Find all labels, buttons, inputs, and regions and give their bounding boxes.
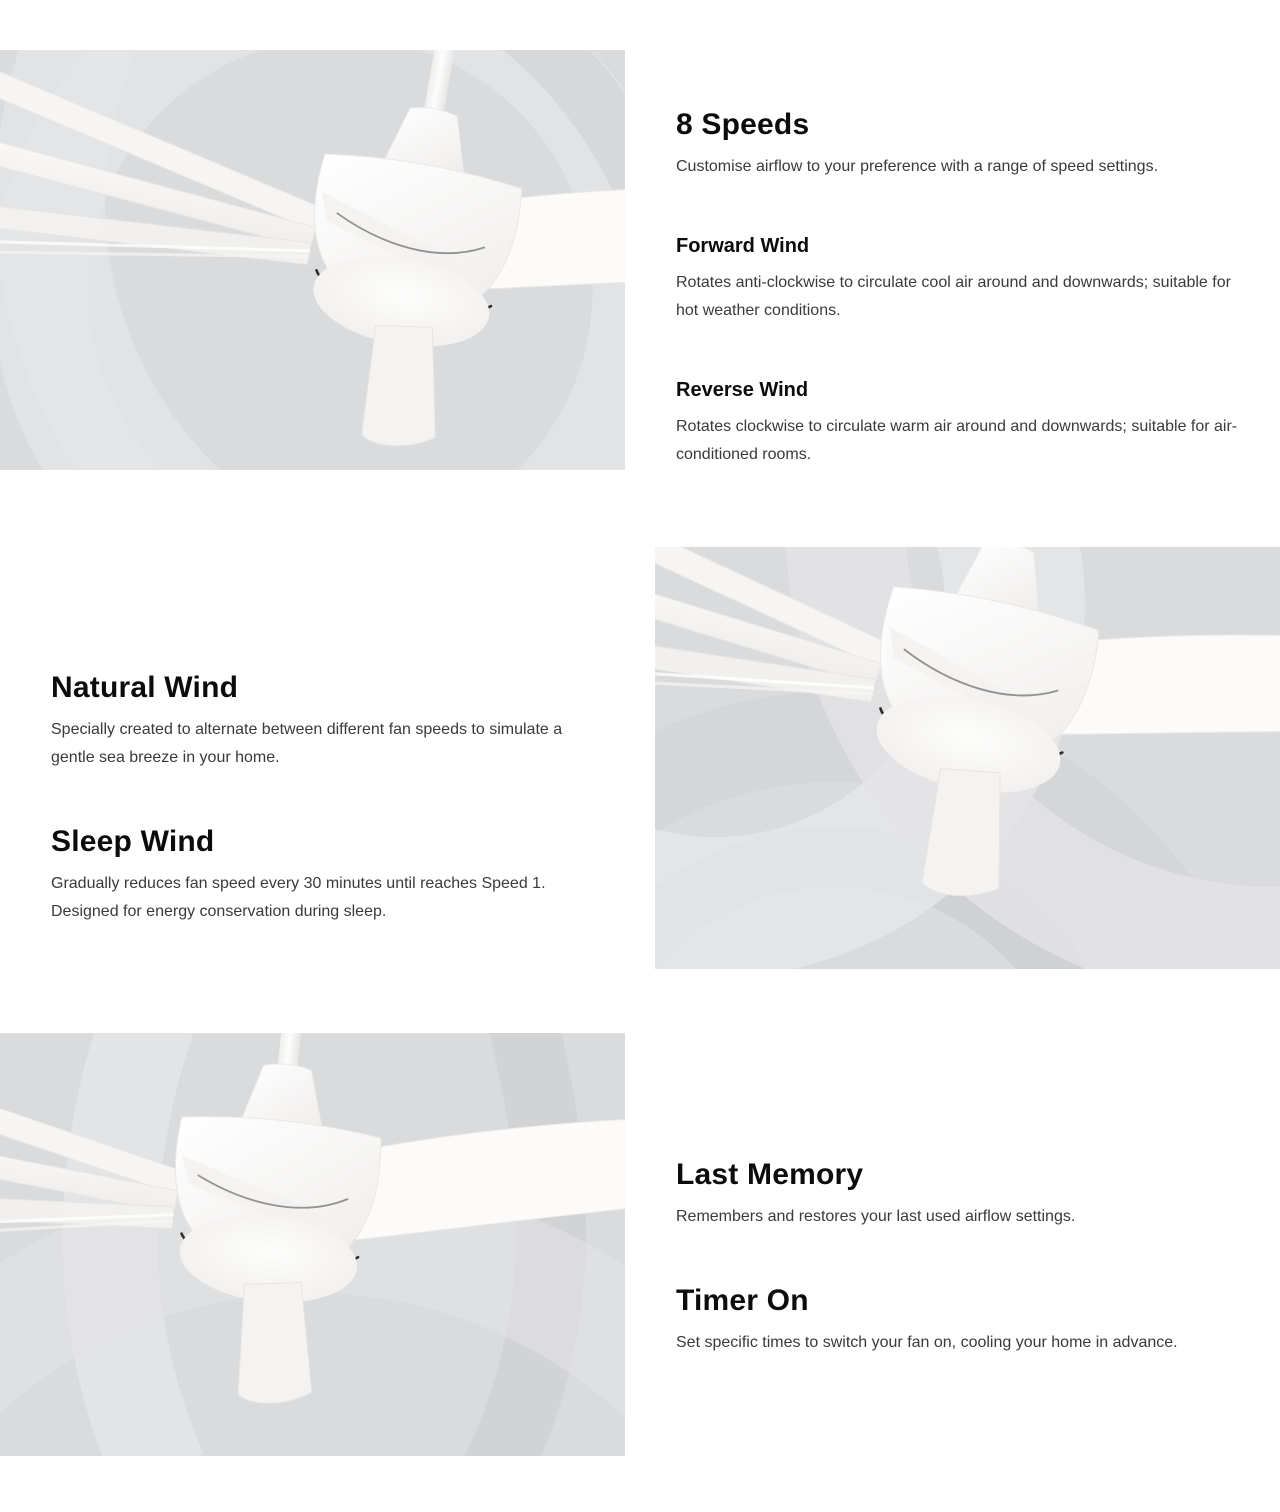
feature-section-memory-timer <box>0 1033 1280 1456</box>
feature-title: Natural Wind <box>51 671 239 704</box>
feature-text-column <box>625 1033 1280 1456</box>
bottom-spacer <box>0 1456 1280 1512</box>
feature-title: Timer On <box>676 1284 809 1317</box>
fan-photo-memory-timer <box>0 1033 625 1456</box>
feature-description: Specially created to alternate between different fan speeds to simulate a gentle sea breeze in your home. <box>51 721 563 766</box>
feature-title: Sleep Wind <box>51 825 215 858</box>
feature-description: Gradually reduces fan speed every 30 minutes until reaches Speed 1. Designed for energy conservation during sleep. <box>51 875 546 920</box>
fan-photo-speeds <box>0 50 625 470</box>
feature-text-column <box>625 50 1280 470</box>
feature-description: Rotates anti-clockwise to circulate cool air around and downwards; suitable for hot weather conditions. <box>676 274 1231 319</box>
feature-sleep-wind <box>51 824 615 926</box>
feature-title: Last Memory <box>676 1158 864 1191</box>
feature-timer-on <box>676 1283 1240 1357</box>
feature-reverse-wind <box>676 377 1240 469</box>
feature-forward-wind <box>676 233 1240 325</box>
feature-description: Set specific times to switch your fan on, cooling your home in advance. <box>676 1334 1178 1351</box>
product-features-page <box>0 50 1280 1512</box>
feature-section-wind-modes <box>0 547 1280 969</box>
feature-text-column <box>0 547 655 969</box>
feature-natural-wind <box>51 670 615 772</box>
feature-description: Customise airflow to your preference with a range of speed settings. <box>676 158 1159 175</box>
feature-title: Forward Wind <box>676 235 810 257</box>
fan-photo-wind-modes <box>655 547 1280 969</box>
feature-title: 8 Speeds <box>676 108 810 141</box>
feature-section-speeds <box>0 50 1280 470</box>
feature-8-speeds <box>676 107 1240 181</box>
feature-title: Reverse Wind <box>676 379 809 401</box>
feature-description: Rotates clockwise to circulate warm air around and downwards; suitable for air-conditioned rooms. <box>676 418 1238 463</box>
feature-last-memory <box>676 1157 1240 1231</box>
feature-description: Remembers and restores your last used airflow settings. <box>676 1208 1076 1225</box>
